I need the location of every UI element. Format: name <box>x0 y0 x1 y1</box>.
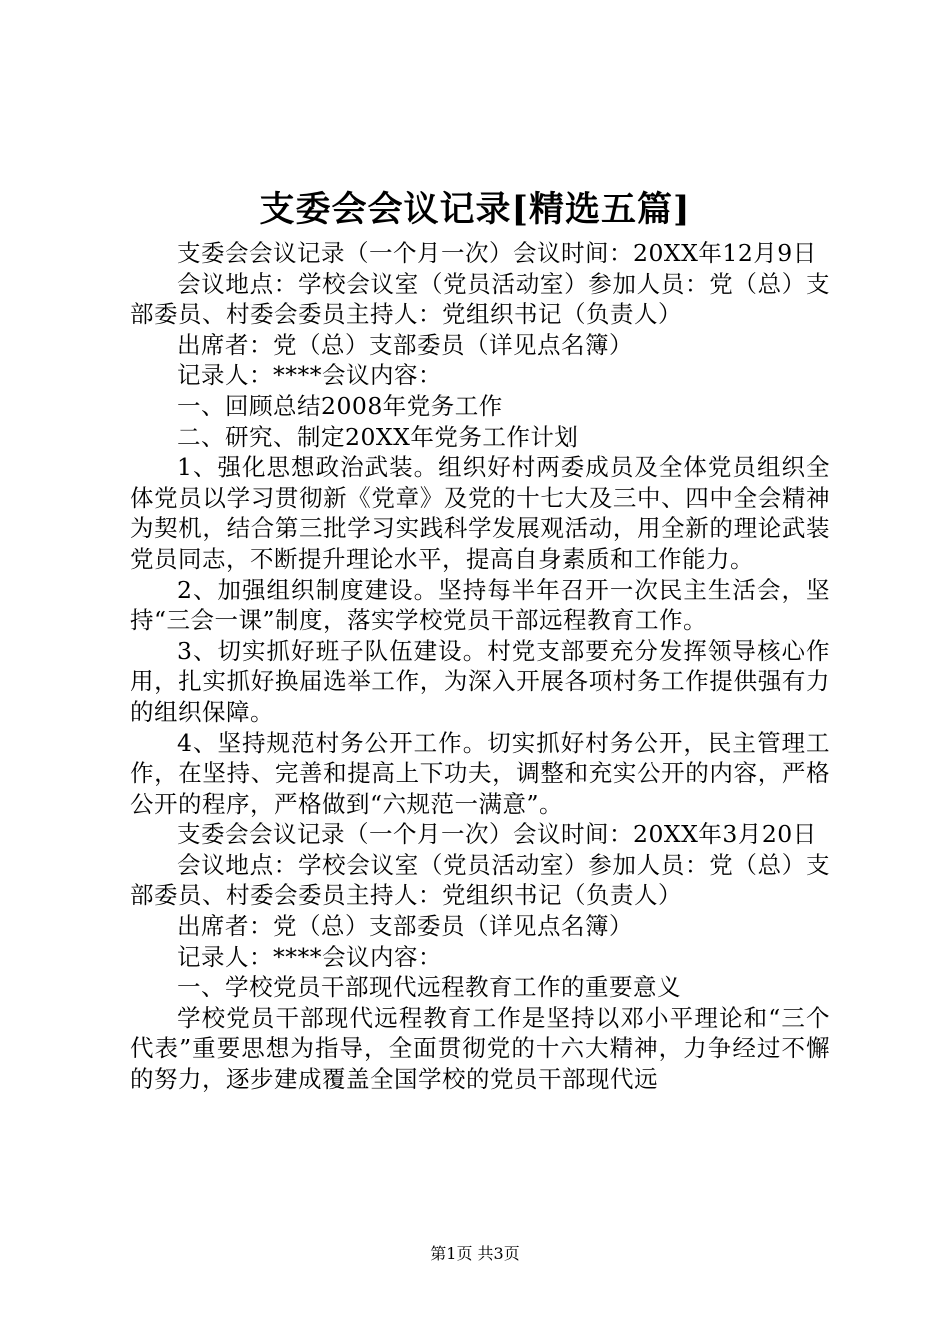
paragraph-6: 二、研究、制定20XX年党务工作计划 <box>177 422 579 451</box>
paragraph-5: 一、回顾总结2008年党务工作 <box>177 391 503 420</box>
paragraph-8: 2、加强组织制度建设。坚持每半年召开一次民主生活会，坚持“三会一课”制度，落实学校党员干部远程教育工作。 <box>130 575 830 635</box>
paragraph-11: 支委会会议记录（一个月一次）会议时间：20XX年3月20日 <box>177 820 817 849</box>
paragraph-4: 记录人：****会议内容： <box>177 361 442 390</box>
paragraph-1: 支委会会议记录（一个月一次）会议时间：20XX年12月9日 <box>177 239 817 267</box>
paragraph-9: 3、切实抓好班子队伍建设。村党支部要充分发挥领导核心作用，扎实抓好换届选举工作，为深入开展各项村务工作提供强有力的组织保障。 <box>130 636 830 726</box>
paragraph-3: 出席者：党（总）支部委员（详见点名簿） <box>177 330 633 359</box>
page-footer: 第1页 共3页 <box>430 1244 520 1263</box>
document-body <box>130 238 830 1095</box>
document-title: 支委会会议记录[精选五篇] <box>259 189 691 230</box>
paragraph-12: 会议地点：学校会议室（党员活动室）参加人员：党（总）支部委员、村委会委员主持人：党组织书记（负责人） <box>130 850 830 910</box>
paragraph-14: 记录人：****会议内容： <box>177 942 442 971</box>
paragraph-15: 一、学校党员干部现代远程教育工作的重要意义 <box>177 973 681 1002</box>
paragraph-7: 1、强化思想政治武装。组织好村两委成员及全体党员组织全体党员以学习贯彻新《党章》及党的十七大及三中、四中全会精神为契机，结合第三批学习实践科学发展观活动，用全新的理论武装党员同志，不断提升理论水平，提高自身素质和工作能力。 <box>130 453 830 573</box>
paragraph-10: 4、坚持规范村务公开工作。切实抓好村务公开，民主管理工作，在坚持、完善和提高上下功夫，调整和充实公开的内容，严格公开的程序，严格做到“六规范一满意”。 <box>130 728 830 818</box>
paragraph-2: 会议地点：学校会议室（党员活动室）参加人员：党（总）支部委员、村委会委员主持人：党组织书记（负责人） <box>130 269 830 329</box>
paragraph-13: 出席者：党（总）支部委员（详见点名簿） <box>177 912 633 941</box>
paragraph-16: 学校党员干部现代远程教育工作是坚持以邓小平理论和“三个代表”重要思想为指导，全面贯彻党的十六大精神，力争经过不懈的努力，逐步建成覆盖全国学校的党员干部现代远 <box>130 1003 830 1094</box>
